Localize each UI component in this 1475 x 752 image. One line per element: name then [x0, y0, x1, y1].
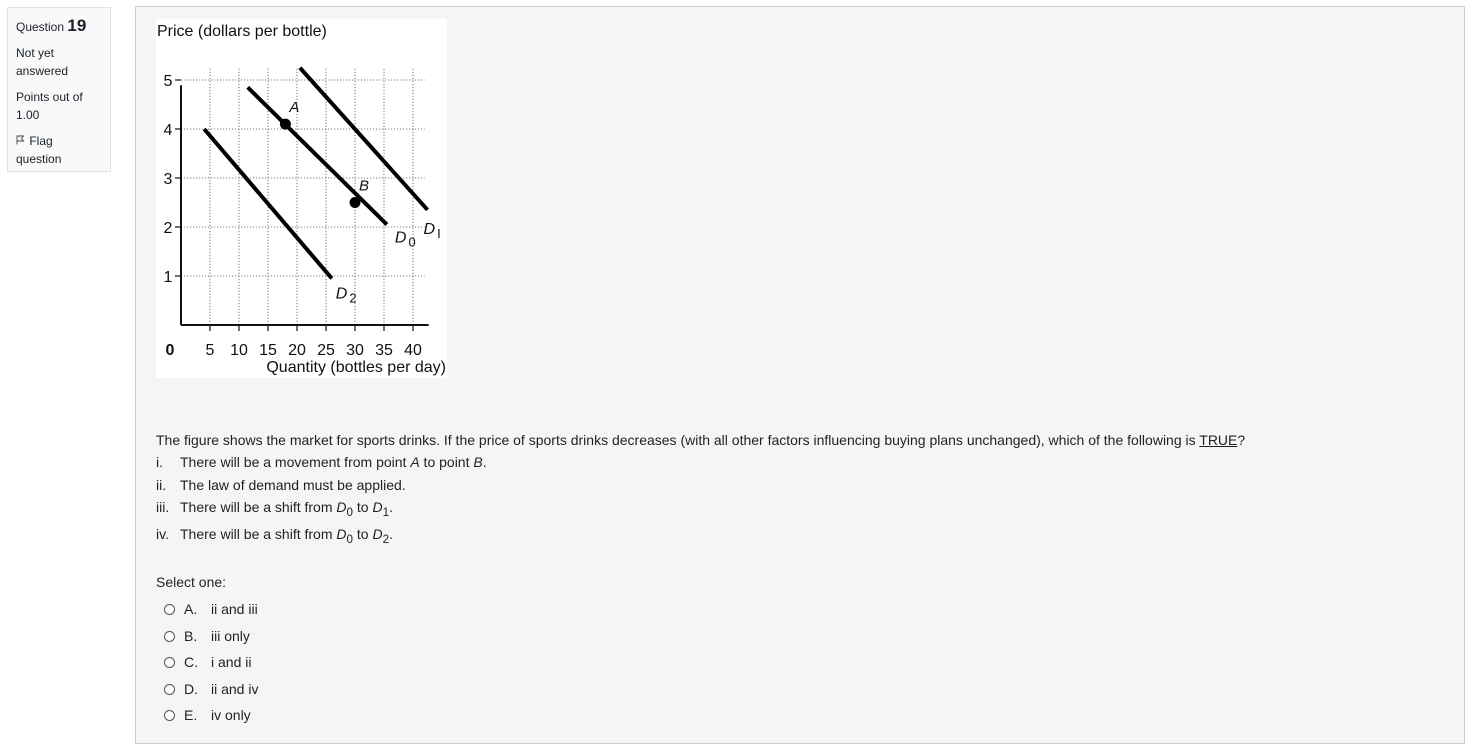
statement-text: There will be a shift from: [180, 526, 337, 542]
statement-roman: i.: [156, 454, 163, 470]
radio-button[interactable]: [164, 631, 175, 642]
statement-iv: [156, 525, 393, 549]
curve-sub: 0: [346, 532, 353, 546]
origin-label: 0: [165, 342, 175, 359]
option-letter: D.: [184, 681, 198, 697]
statement-text: to: [353, 499, 373, 515]
curve-label-subscript: 2: [349, 290, 357, 306]
x-tick-label: 40: [404, 342, 422, 359]
statement-iii: [156, 498, 393, 522]
radio-button[interactable]: [164, 710, 175, 721]
point-a: [280, 119, 291, 130]
radio-button[interactable]: [164, 657, 175, 668]
flag-label-1: Flag: [29, 134, 53, 148]
statement-curve: [372, 499, 390, 519]
statement-text: There will be a movement from point: [180, 454, 411, 470]
option-d[interactable]: [164, 680, 258, 698]
option-text: iv only: [211, 707, 251, 723]
statement-i: [156, 453, 487, 471]
option-e[interactable]: [164, 706, 251, 724]
x-tick-label: 20: [288, 342, 306, 359]
option-letter: B.: [184, 628, 198, 644]
flag-icon: [16, 132, 26, 150]
prompt-end: ?: [1237, 432, 1246, 448]
status-line-1: Not yet: [16, 46, 55, 60]
curve-sub: 0: [346, 505, 353, 519]
demand-chart: [156, 19, 447, 378]
curve-sub: 1: [382, 505, 390, 519]
x-tick-label: 5: [205, 342, 215, 359]
curve-label-letter: D: [423, 220, 436, 238]
option-text: ii and iv: [211, 681, 259, 697]
curve-letter: D: [372, 526, 383, 542]
select-one-label: Select one:: [156, 574, 227, 590]
curve-label-subscript: I: [437, 225, 441, 241]
question-info-panel: [7, 7, 111, 172]
curve-label-d1: [424, 221, 441, 241]
prompt-emphasis: TRUE: [1199, 432, 1238, 448]
x-tick-label: 10: [230, 342, 248, 359]
statement-text: .: [389, 499, 393, 515]
points-line-1: Points out of: [16, 90, 83, 104]
demand-figure: [156, 19, 447, 378]
curve-label-d2: [336, 285, 357, 305]
x-axis-title: Quantity (bottles per day): [266, 359, 446, 376]
curve-label-d0: [395, 230, 416, 250]
statement-point-a: A: [410, 454, 420, 470]
question-label: Question: [16, 20, 65, 34]
y-tick-label: 3: [163, 171, 173, 188]
flag-label-2: question: [16, 152, 62, 166]
curve-label-letter: D: [335, 285, 348, 303]
y-tick-label: 1: [163, 269, 173, 286]
option-letter: E.: [184, 707, 198, 723]
statement-text: .: [482, 454, 487, 470]
question-content: [135, 6, 1465, 744]
y-tick-label: 5: [163, 73, 173, 90]
statement-curve: [372, 526, 390, 546]
x-tick-label: 15: [259, 342, 277, 359]
flag-question-link[interactable]: [16, 132, 102, 168]
question-points: [16, 88, 102, 124]
point-b: [350, 197, 361, 208]
statement-curve: [336, 499, 353, 519]
x-tick-label: 25: [317, 342, 335, 359]
curve-sub: 2: [382, 532, 390, 546]
y-axis-title: Price (dollars per bottle): [157, 23, 327, 40]
option-c[interactable]: [164, 653, 251, 671]
statement-text: to: [353, 526, 373, 542]
statement-text: There will be a shift from: [180, 499, 337, 515]
x-tick-label: 30: [346, 342, 364, 359]
statement-roman: iii.: [156, 499, 170, 515]
option-letter: A.: [184, 601, 198, 617]
statement-text: The law of demand must be applied.: [180, 477, 406, 493]
option-letter: C.: [184, 654, 198, 670]
x-tick-label: 35: [375, 342, 393, 359]
option-a[interactable]: [164, 600, 258, 618]
statement-text: .: [389, 526, 393, 542]
option-text: iii only: [211, 628, 250, 644]
question-prompt: [156, 431, 1456, 449]
question-number-value: 19: [67, 16, 87, 35]
y-tick-label: 4: [163, 122, 173, 139]
statement-ii: [156, 476, 406, 494]
points-line-2: 1.00: [16, 108, 40, 122]
point-label-a: A: [289, 99, 300, 117]
statement-roman: ii.: [156, 477, 167, 493]
point-label-b: B: [359, 177, 370, 195]
y-tick-label: 2: [163, 220, 173, 237]
question-number: [16, 16, 102, 36]
radio-button[interactable]: [164, 684, 175, 695]
statement-curve: [336, 526, 353, 546]
option-text: ii and iii: [211, 601, 258, 617]
statement-point-b: B: [473, 454, 483, 470]
curve-letter: D: [336, 526, 347, 542]
curve-letter: D: [372, 499, 383, 515]
statement-text: to point: [419, 454, 474, 470]
option-text: i and ii: [211, 654, 252, 670]
prompt-text: The figure shows the market for sports drinks. If the price of sports drinks decreases (with all other factors influencing buying plans unchanged), which of the following is: [156, 432, 1200, 448]
curve-label-letter: D: [394, 229, 407, 247]
option-b[interactable]: [164, 627, 250, 645]
status-line-2: answered: [16, 64, 69, 78]
curve-label-subscript: 0: [408, 234, 416, 250]
statement-roman: iv.: [156, 526, 169, 542]
curve-letter: D: [336, 499, 347, 515]
radio-button[interactable]: [164, 604, 175, 615]
question-status: [16, 44, 102, 80]
